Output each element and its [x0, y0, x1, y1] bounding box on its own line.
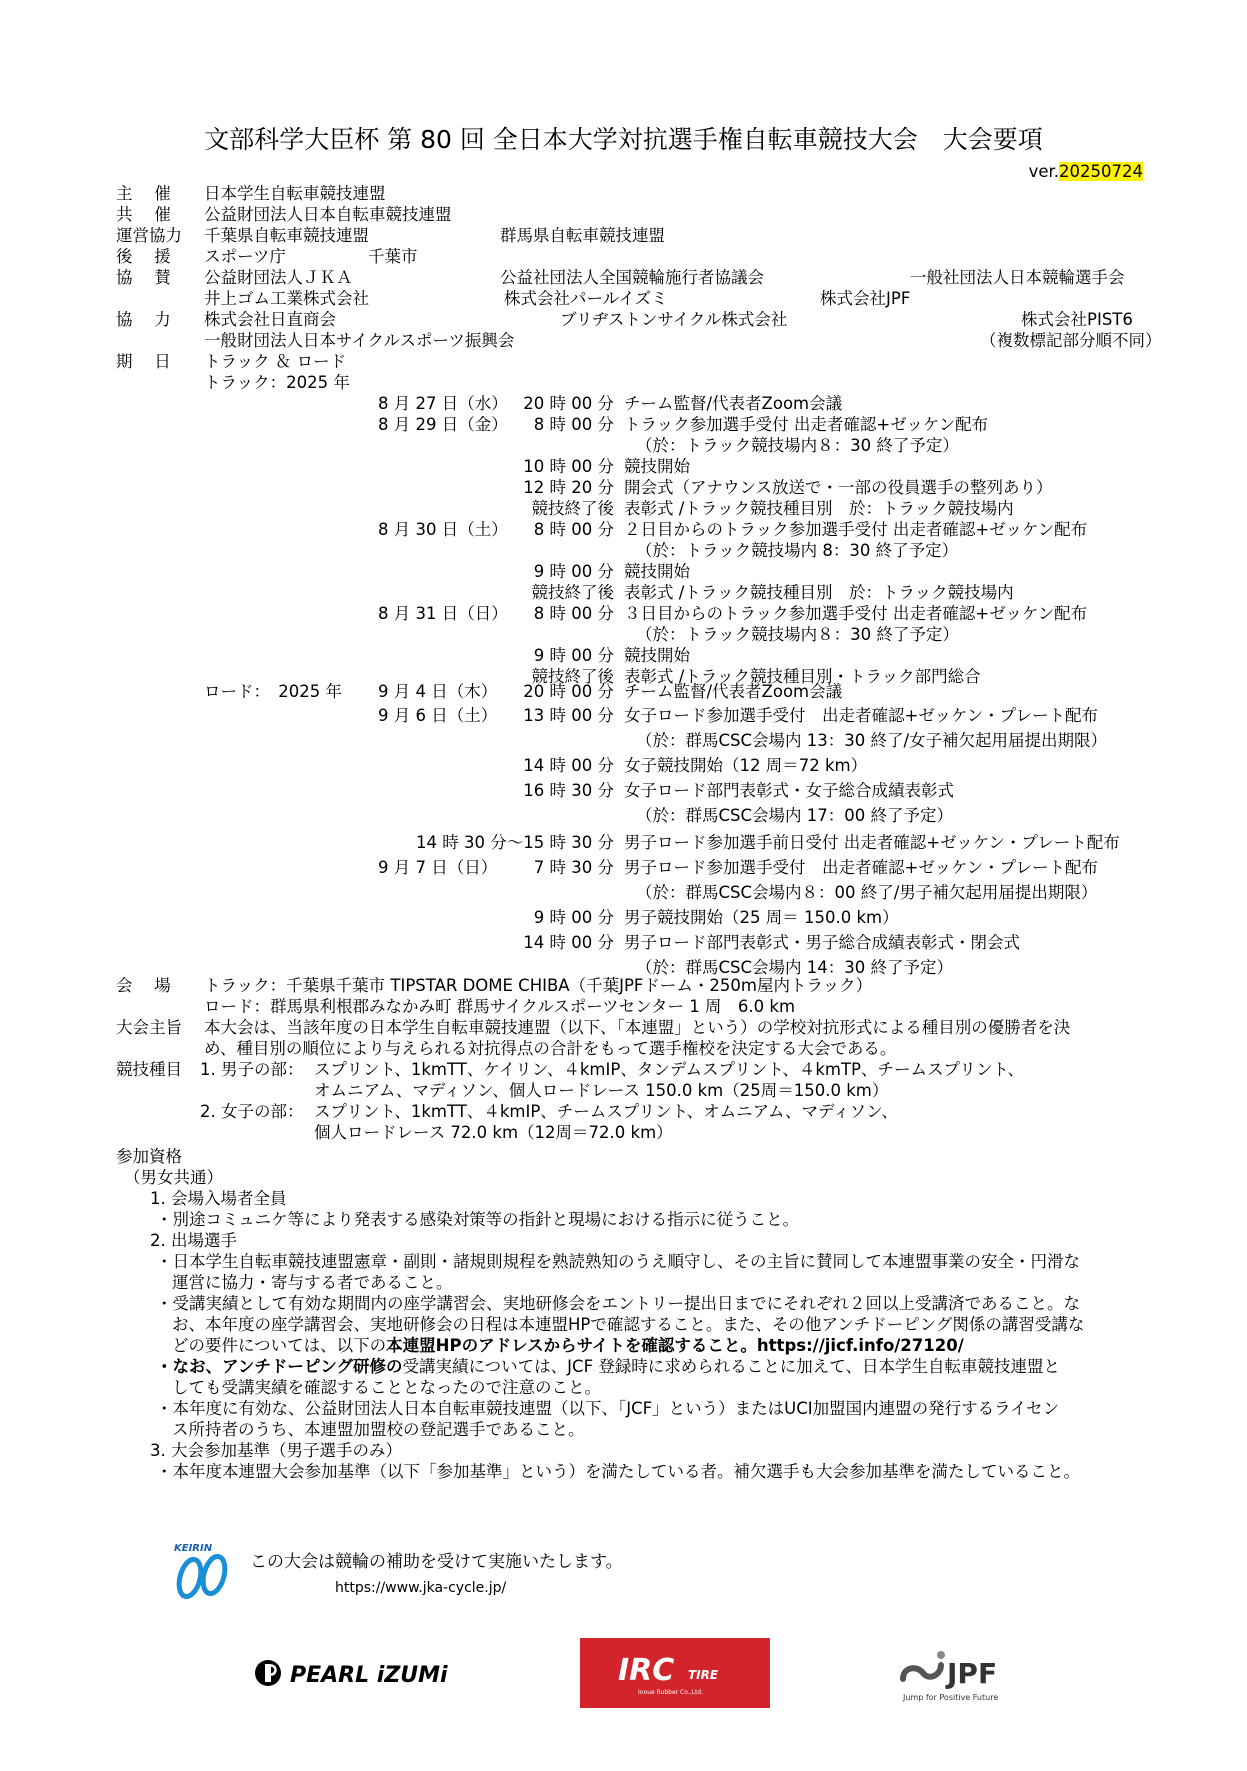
sponsor-2: 公益社団法人全国競輪施行者協議会: [500, 268, 764, 287]
coop-4: 一般財団法人日本サイクルスポーツ振興会: [204, 331, 515, 350]
s2-bullet2-line1: ・受講実績として有効な期間内の座学講習会、実地研修会をエントリー提出日までにそれぞれ２回以上受講済であること。な: [156, 1294, 1080, 1313]
label-venue: 会 場: [116, 976, 171, 995]
eligibility-common: （男女共通）: [124, 1168, 223, 1187]
schedule-text: 女子競技開始（12 周＝72 km）: [624, 756, 868, 775]
schedule-text: （於：群馬CSC会場内 13：30 終了/女子補欠起用届提出期限）: [636, 731, 1108, 750]
schedule-text: 表彰式 /トラック競技種目別 於：トラック競技場内: [624, 583, 1014, 602]
sponsor-5: 株式会社パールイズミ: [504, 289, 668, 308]
sponsor-6: 株式会社JPF: [820, 289, 911, 308]
keirin-logo: [168, 1540, 238, 1600]
schedule-time: 14 時 30 分～15 時 30 分: [416, 833, 614, 852]
label-eligibility: 参加資格: [116, 1147, 182, 1166]
schedule-time: 8 時 00 分: [533, 520, 614, 539]
schedule-text: 競技開始: [624, 457, 690, 476]
schedule-date: 8 月 27 日（水）: [378, 394, 508, 413]
schedule-text: トラック参加選手受付 出走者確認+ゼッケン配布: [624, 415, 989, 434]
svg-text:IRC: IRC: [618, 1653, 675, 1688]
road-label: ロード： 2025 年: [204, 682, 342, 701]
schedule-date: 8 月 30 日（土）: [378, 520, 508, 539]
label-support: 後 援: [116, 247, 171, 266]
schedule-date: 9 月 6 日（土）: [378, 706, 498, 725]
s2-bullet4-line2: ス所持者のうち、本連盟加盟校の登記選手であること。: [172, 1420, 585, 1439]
events-men-label: 1. 男子の部：: [200, 1060, 304, 1079]
s2-bullet4-line1: ・本年度に有効な、公益財団法人日本自転車競技連盟（以下、「JCF」という）またはUCI加盟国内連盟の発行するライセン: [156, 1399, 1060, 1418]
s2-bullet1-line1: ・日本学生自転車競技連盟憲章・副則・諸規則規程を熟読熟知のうえ順守し、その主旨に賛同して本連盟事業の安全・円滑な: [156, 1252, 1080, 1271]
schedule-text: 男子ロード部門表彰式・男子総合成績表彰式・閉会式: [624, 933, 1020, 952]
svg-text:Inoue Rubber Co.,Ltd.: Inoue Rubber Co.,Ltd.: [638, 1689, 704, 1696]
sponsor-4: 井上ゴム工業株式会社: [204, 289, 369, 308]
s2-bullet2-line3: どの要件については、以下の本連盟HPのアドレスからサイトを確認すること。https://jicf.info/27120/: [172, 1336, 964, 1355]
label-operation: 運営協力: [116, 226, 182, 245]
track-label: トラック：2025 年: [204, 373, 350, 392]
svg-text:Jump for Positive Future: Jump for Positive Future: [903, 1693, 999, 1702]
schedule-time: 16 時 30 分: [523, 781, 614, 800]
events-men-1: スプリント、1kmTT、ケイリン、４kmIP、タンデムスプリント、４kmTP、チームスプリント、: [314, 1060, 1024, 1079]
host-name: 日本学生自転車競技連盟: [204, 184, 386, 203]
schedule-text: 競技開始: [624, 562, 690, 581]
schedule-time: 競技終了後: [531, 667, 614, 686]
schedule-date: 9 月 4 日（木）: [378, 682, 498, 701]
schedule-time: 14 時 00 分: [523, 756, 614, 775]
s2-bullet3-line2: しても受講実績を確認することとなったので注意のこと。: [172, 1378, 601, 1397]
schedule-text: （於：トラック競技場内８：30 終了予定）: [636, 436, 959, 455]
svg-text:KEIRIN: KEIRIN: [174, 1543, 213, 1554]
schedule-date: 8 月 29 日（金）: [378, 415, 508, 434]
section-1-bullet: ・別途コミュニケ等により発表する感染対策等の指針と現場における指示に従うこと。: [156, 1210, 800, 1229]
svg-text:TIRE: TIRE: [688, 1668, 719, 1682]
schedule-text: （於：トラック競技場内８：30 終了予定）: [636, 625, 959, 644]
events-women-2: 個人ロードレース 72.0 km（12周＝72.0 km）: [314, 1123, 673, 1142]
schedule-text: 表彰式 /トラック競技種目別・トラック部門総合: [624, 667, 981, 686]
subsidy-text: この大会は競輪の補助を受けて実施いたします。: [250, 1552, 623, 1572]
schedule-time: 9 時 00 分: [533, 646, 614, 665]
label-dates: 期 日: [116, 352, 171, 371]
label-host: 主 催: [116, 184, 171, 203]
schedule-text: 競技開始: [624, 646, 690, 665]
operation-2: 群馬県自転車競技連盟: [500, 226, 665, 245]
s2-bullet3-line1: ・なお、アンチドーピング研修の受講実績については、JCF 登録時に求められることに加えて、日本学生自転車競技連盟と: [156, 1357, 1060, 1376]
label-sponsor: 協 賛: [116, 268, 171, 287]
version-highlight: 20250724: [1059, 162, 1143, 181]
label-cohost: 共 催: [116, 205, 171, 224]
sponsor-3: 一般社団法人日本競輪選手会: [910, 268, 1125, 287]
schedule-date: 8 月 31 日（日）: [378, 604, 508, 623]
schedule-text: 開会式（アナウンス放送で・一部の役員選手の整列あり）: [624, 478, 1053, 497]
schedule-time: 競技終了後: [531, 499, 614, 518]
schedule-text: （於：群馬CSC会場内 17：00 終了予定）: [636, 806, 953, 825]
schedule-text: 表彰式 /トラック競技種目別 於：トラック競技場内: [624, 499, 1014, 518]
schedule-text: （於：群馬CSC会場内 14：30 終了予定）: [636, 958, 953, 977]
schedule-time: 7 時 30 分: [533, 858, 614, 877]
purpose-line1: 本大会は、当該年度の日本学生自転車競技連盟（以下、「本連盟」という）の学校対抗形式による種目別の優勝者を決: [204, 1018, 1071, 1037]
schedule-time: 14 時 00 分: [523, 933, 614, 952]
jpf-logo: [895, 1645, 1045, 1705]
support-1: スポーツ庁: [204, 247, 286, 266]
coop-2: ブリヂストンサイクル株式会社: [560, 310, 788, 329]
label-events: 競技種目: [116, 1060, 182, 1079]
sponsor-1: 公益財団法人ＪＫＡ: [204, 268, 353, 287]
coop-note: （複数標記部分順不同）: [980, 331, 1162, 350]
schedule-text: （於：トラック競技場内 8：30 終了予定）: [636, 541, 959, 560]
events-men-2: オムニアム、マディソン、個人ロードレース 150.0 km（25周＝150.0 km）: [314, 1081, 889, 1100]
venue-road: ロード：群馬県利根郡みなかみ町 群馬サイクルスポーツセンター 1 周 6.0 km: [204, 997, 796, 1016]
schedule-text: ２日目からのトラック参加選手受付 出走者確認+ゼッケン配布: [624, 520, 1088, 539]
schedule-time: 12 時 20 分: [523, 478, 614, 497]
label-cooperation: 協 力: [116, 310, 171, 329]
schedule-text: チーム監督/代表者Zoom会議: [624, 682, 843, 701]
version-label: ver.20250724: [1028, 162, 1143, 181]
venue-track: トラック：千葉県千葉市 TIPSTAR DOME CHIBA（千葉JPFドーム・250m屋内トラック）: [204, 976, 873, 995]
schedule-text: （於：群馬CSC会場内８：00 終了/男子補欠起用届提出期限）: [636, 883, 1098, 902]
coop-1: 株式会社日直商会: [204, 310, 336, 329]
jicf-link[interactable]: 本連盟HPのアドレスからサイトを確認すること。https://jicf.info/27120/: [386, 1336, 964, 1355]
schedule-text: 女子ロード参加選手受付 出走者確認+ゼッケン・プレート配布: [624, 706, 1099, 725]
section-2-title: 2. 出場選手: [150, 1231, 237, 1250]
purpose-line2: め、種目別の順位により与えられる対抗得点の合計をもって選手権校を決定する大会である。: [204, 1039, 897, 1058]
schedule-time: 10 時 00 分: [523, 457, 614, 476]
svg-text:PEARL iZUMi: PEARL iZUMi: [290, 1663, 448, 1688]
pearl-izumi-logo: [252, 1655, 472, 1691]
section-1-title: 1. 会場入場者全員: [150, 1189, 287, 1208]
section-3-title: 3. 大会参加基準（男子選手のみ）: [150, 1441, 402, 1460]
s2-bullet1-line2: 運営に協力・寄与する者であること。: [172, 1273, 453, 1292]
jka-url[interactable]: https://www.jka-cycle.jp/: [335, 1580, 507, 1596]
events-women-1: スプリント、1kmTT、４kmIP、チームスプリント、オムニアム、マディソン、: [314, 1102, 898, 1121]
schedule-text: 男子競技開始（25 周＝ 150.0 km）: [624, 908, 899, 927]
schedule-time: 13 時 00 分: [523, 706, 614, 725]
cohost-name: 公益財団法人日本自転車競技連盟: [204, 205, 452, 224]
support-2: 千葉市: [368, 247, 418, 266]
schedule-text: 男子ロード参加選手受付 出走者確認+ゼッケン・プレート配布: [624, 858, 1099, 877]
schedule-heading: トラック ＆ ロード: [204, 352, 347, 371]
s2-bullet2-line2: お、本年度の座学講習会、実地研修会の日程は本連盟HPで確認すること。また、その他アンチドーピング関係の講習受講な: [172, 1315, 1085, 1334]
svg-text:JPF: JPF: [947, 1657, 998, 1690]
schedule-text: チーム監督/代表者Zoom会議: [624, 394, 843, 413]
schedule-time: 8 時 00 分: [533, 604, 614, 623]
irc-tire-logo: [580, 1638, 770, 1708]
schedule-date: 9 月 7 日（日）: [378, 858, 498, 877]
events-women-label: 2. 女子の部：: [200, 1102, 304, 1121]
schedule-time: 9 時 00 分: [533, 908, 614, 927]
schedule-time: 8 時 00 分: [533, 415, 614, 434]
schedule-time: 20 時 00 分: [523, 682, 614, 701]
schedule-time: 9 時 00 分: [533, 562, 614, 581]
schedule-text: ３日目からのトラック参加選手受付 出走者確認+ゼッケン配布: [624, 604, 1088, 623]
schedule-time: 20 時 00 分: [523, 394, 614, 413]
schedule-text: 男子ロード参加選手前日受付 出走者確認+ゼッケン・プレート配布: [624, 833, 1120, 852]
section-3-bullet: ・本年度本連盟大会参加基準（以下「参加基準」という）を満たしている者。補欠選手も大会参加基準を満たしていること。: [156, 1462, 1080, 1481]
schedule-time: 競技終了後: [531, 583, 614, 602]
label-purpose: 大会主旨: [116, 1018, 182, 1037]
operation-1: 千葉県自転車競技連盟: [204, 226, 369, 245]
schedule-text: 女子ロード部門表彰式・女子総合成績表彰式: [624, 781, 954, 800]
page-title: 文部科学大臣杯 第 80 回 全日本大学対抗選手権自転車競技大会 大会要項: [204, 125, 1043, 154]
coop-3: 株式会社PIST6: [1021, 310, 1133, 329]
